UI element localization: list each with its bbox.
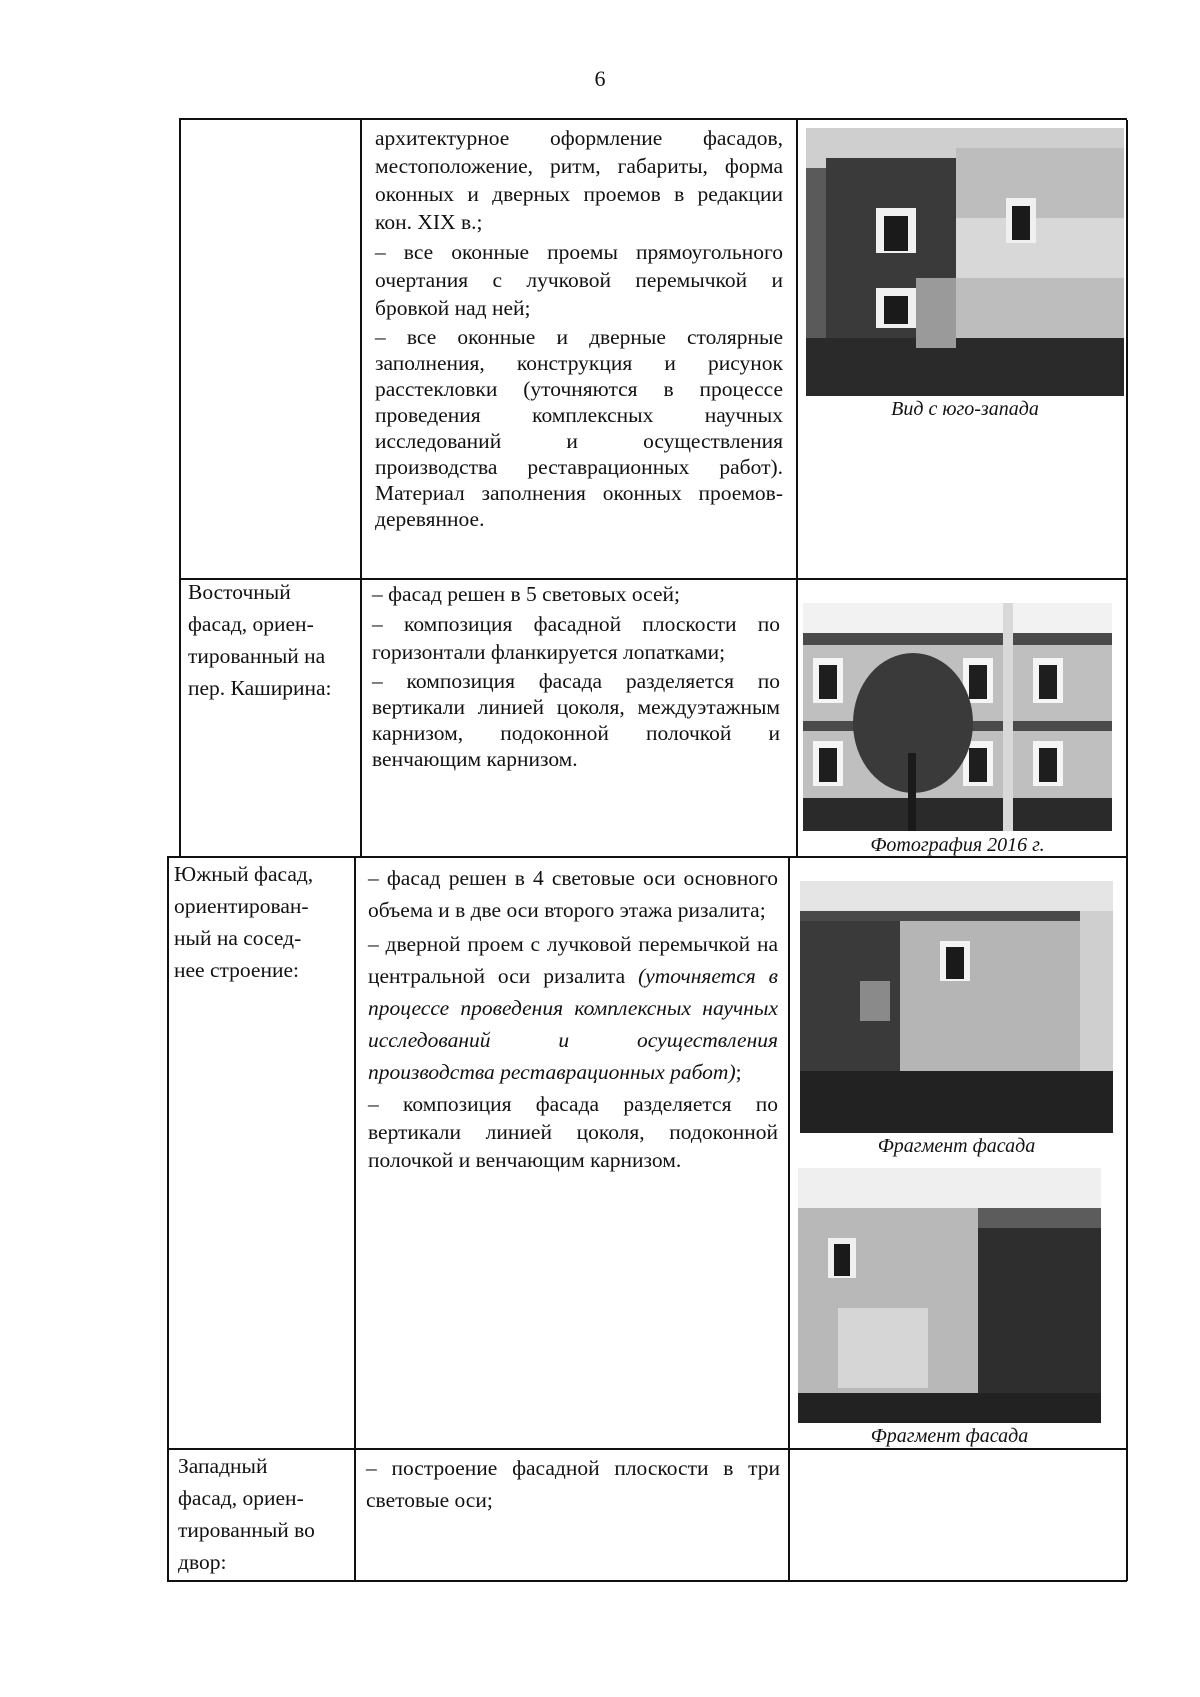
paragraph: – композиция фасада разделяется по вертикали линией цоколя, междуэтажным карнизом, подоконной полочкой и венчающим карнизом.: [372, 669, 780, 771]
label-line: ный на сосед-: [174, 926, 302, 950]
paragraph: архитектурное оформление фасадов, местоположение, ритм, габариты, форма оконных и дверных проемов в редакции кон. XIX в.;: [375, 126, 783, 234]
table-border-left-bottom: [167, 856, 169, 1581]
photo-caption: Фотография 2016 г.: [870, 834, 1045, 856]
label-line: Южный фасад,: [174, 862, 314, 886]
row4-facade-label: [178, 1450, 353, 1578]
paragraph-end: ;: [735, 1060, 742, 1084]
label-line: двор:: [178, 1550, 227, 1574]
label-line: фасад, ориен-: [178, 1486, 304, 1510]
table-col2-divider-b: [788, 856, 790, 1581]
table-border-bottom: [167, 1580, 1127, 1582]
page-number: 6: [594, 66, 606, 91]
label-line: тированный во: [178, 1518, 315, 1542]
row3-facade-label: [174, 858, 354, 986]
paragraph-text: – дверной проем с лучковой перемычкой на центральной оси ризалита: [368, 932, 778, 988]
label-line: Западный: [178, 1454, 268, 1478]
row4-description: [366, 1452, 780, 1518]
table-col2-divider: [796, 118, 798, 856]
photo-caption: Фрагмент фасада: [870, 1425, 1029, 1447]
photo-caption: Фрагмент фасада: [877, 1135, 1036, 1157]
table-col1-divider-b: [354, 856, 356, 1581]
paragraph: – все оконные и дверные столярные заполнения, конструкция и рисунок расстекловки (уточняются в процессе проведения комплексных научных исследований и осуществления производства реставрационных работ). Материал заполнения оконных проемов- деревянное.: [375, 325, 783, 531]
building-photo-image: [803, 603, 1112, 831]
paragraph: – построение фасадной плоскости в три световые оси;: [366, 1456, 780, 1512]
label-line: пер. Каширина:: [188, 676, 332, 700]
photo-south-facade-fragment-1: [800, 881, 1113, 1133]
paragraph: [368, 928, 778, 1088]
row2-description: [372, 580, 780, 774]
label-line: ориентирован-: [174, 894, 309, 918]
paragraph: – все оконные проемы прямоугольного очертания с лучковой перемычкой и бровкой над ней;: [375, 240, 783, 320]
row1-description: [375, 124, 783, 534]
label-line: Восточный: [188, 580, 291, 604]
table-border-top: [179, 118, 1127, 120]
label-line: фасад, ориен-: [188, 612, 314, 636]
photo-east-facade-2016: [803, 603, 1112, 831]
label-line: тированный на: [188, 644, 326, 668]
building-photo-image: [798, 1168, 1101, 1423]
paragraph: – композиция фасада разделяется по вертикали линией цоколя, подоконной полочкой и венчающим карнизом.: [368, 1092, 778, 1172]
paragraph-italic-note: (уточняется в процессе проведения комплексных научных исследований и осуществления производства реставрационных работ): [368, 964, 778, 1084]
table-border-right: [1126, 120, 1128, 1581]
table-col1-divider: [360, 118, 362, 856]
label-line: нее строение:: [174, 958, 300, 982]
paragraph: – композиция фасадной плоскости по горизонтали фланкируется лопатками;: [372, 612, 780, 664]
row2-facade-label: [188, 576, 358, 704]
paragraph: – фасад решен в 5 световых осей;: [372, 582, 680, 606]
photo-south-facade-fragment-2: [798, 1168, 1101, 1423]
building-photo-image: [806, 128, 1124, 396]
table-border-left-top: [179, 118, 181, 856]
photo-caption: Вид с юго-запада: [891, 398, 1039, 420]
photo-southwest-view: [806, 128, 1124, 396]
paragraph: – фасад решен в 4 световые оси основного объема и в две оси второго этажа ризалита;: [368, 866, 778, 922]
building-photo-image: [800, 881, 1113, 1133]
row3-description: [368, 862, 778, 1176]
